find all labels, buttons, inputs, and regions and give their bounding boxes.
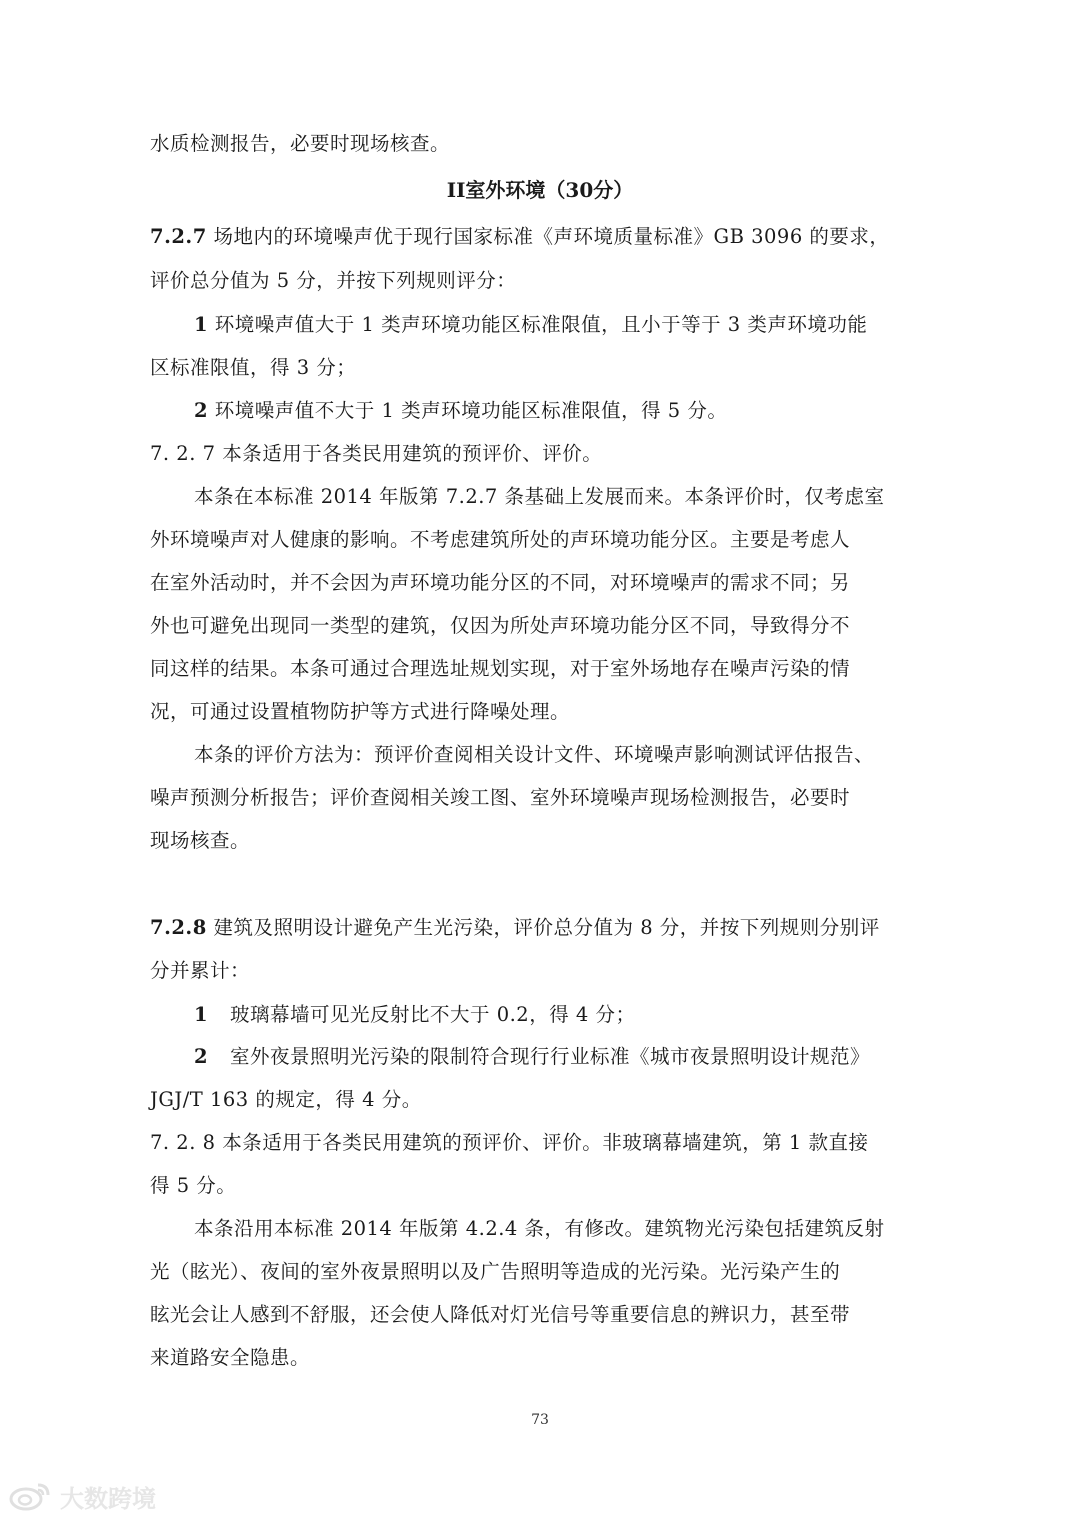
paragraph-line: 噪声预测分析报告；评价查阅相关竣工图、室外环境噪声现场检测报告，必要时 [150, 786, 851, 809]
paragraph-line: 眩光会让人感到不舒服，还会使人降低对灯光信号等重要信息的辨识力，甚至带 [150, 1303, 851, 1326]
clause-text: 场地内的环境噪声优于现行国家标准《声环境质量标准》GB 3096 的要求， [206, 225, 890, 248]
paragraph-line: 光（眩光）、夜间的室外夜景照明以及广告照明等造成的光污染。光污染产生的 [150, 1260, 841, 1283]
explanation-header: 7. 2. 7 本条适用于各类民用建筑的预评价、评价。 [150, 442, 603, 465]
paragraph-line: 区标准限值，得 3 分； [150, 356, 357, 379]
section-heading: II室外环境（30分） [446, 178, 634, 202]
clause-7-2-7-line-1 [150, 223, 920, 251]
rule-item-2 [194, 397, 920, 425]
clause-text: 建筑及照明设计避免产生光污染，评价总分值为 8 分，并按下列规则分别评 [206, 916, 880, 939]
paragraph-line: 本条沿用本标准 2014 年版第 4.2.4 条，有修改。建筑物光污染包括建筑反射 [194, 1217, 885, 1240]
paragraph-line: 来道路安全隐患。 [150, 1346, 311, 1369]
paragraph-line: 评价总分值为 5 分，并按下列规则评分： [150, 269, 517, 292]
clause-7-2-8-line-1 [150, 914, 920, 942]
rule-text: 环境噪声值大于 1 类声环境功能区标准限值，且小于等于 3 类声环境功能 [208, 313, 868, 336]
rule-item-1 [194, 1001, 920, 1029]
clause-number: 7.2.7 [150, 225, 207, 248]
weibo-icon [8, 1481, 54, 1511]
paragraph-line: JGJ/T 163 的规定，得 4 分。 [150, 1088, 422, 1111]
clause-number: 7.2.8 [150, 916, 207, 939]
rule-number: 2 [194, 1045, 209, 1068]
explanation-header: 7. 2. 8 本条适用于各类民用建筑的预评价、评价。非玻璃幕墙建筑，第 1 款直接 [150, 1131, 869, 1154]
paragraph-line: 本条在本标准 2014 年版第 7.2.7 条基础上发展而来。本条评价时，仅考虑室 [194, 485, 885, 508]
paragraph-line: 况，可通过设置植物防护等方式进行降噪处理。 [150, 700, 571, 723]
paragraph-line: 本条的评价方法为：预评价查阅相关设计文件、环境噪声影响测试评估报告、 [194, 743, 875, 766]
watermark-text: 大数跨境 [60, 1484, 156, 1513]
watermark [8, 1476, 156, 1516]
page-number: 73 [531, 1412, 549, 1428]
paragraph-line: 分并累计： [150, 959, 251, 982]
rule-text: 环境噪声值不大于 1 类声环境功能区标准限值，得 5 分。 [208, 399, 728, 422]
paragraph-line: 外环境噪声对人健康的影响。不考虑建筑所处的声环境功能分区。主要是考虑人 [150, 528, 851, 551]
rule-text: 室外夜景照明光污染的限制符合现行行业标准《城市夜景照明设计规范》 [230, 1045, 871, 1068]
paragraph-line: 现场核查。 [150, 829, 251, 852]
paragraph-line: 得 5 分。 [150, 1174, 237, 1197]
rule-item-1 [194, 311, 920, 339]
rule-item-2 [194, 1043, 920, 1071]
rule-number: 1 [194, 313, 209, 336]
rule-number: 2 [194, 399, 209, 422]
paragraph-line: 同这样的结果。本条可通过合理选址规划实现，对于室外场地存在噪声污染的情 [150, 657, 851, 680]
paragraph-line: 外也可避免出现同一类型的建筑，仅因为所处声环境功能分区不同，导致得分不 [150, 614, 851, 637]
paragraph-line: 水质检测报告，必要时现场核查。 [150, 132, 451, 155]
rule-number: 1 [194, 1003, 209, 1026]
rule-text: 玻璃幕墙可见光反射比不大于 0.2，得 4 分； [230, 1003, 636, 1026]
paragraph-line: 在室外活动时，并不会因为声环境功能分区的不同，对环境噪声的需求不同；另 [150, 571, 851, 594]
